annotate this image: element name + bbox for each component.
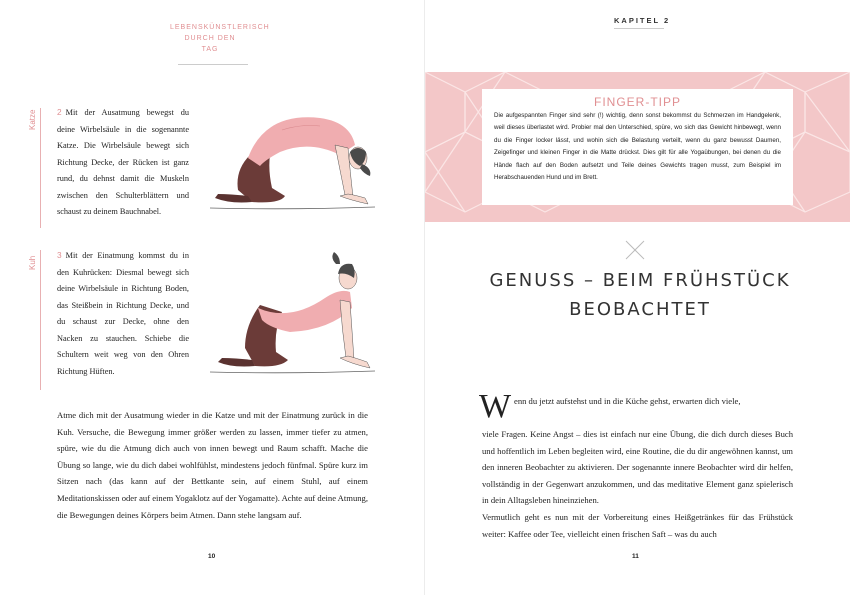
drop-cap: W — [479, 388, 512, 425]
cow-pose-illustration — [190, 250, 390, 390]
side-label-kuh: Kuh — [28, 255, 37, 270]
running-header-left: LEBENSKÜNSTLERISCH DURCH DEN TAG — [170, 24, 270, 53]
right-page — [425, 0, 850, 595]
running-header-right: KAPITEL 2 — [614, 16, 671, 25]
header-divider — [614, 28, 664, 29]
side-rule — [40, 108, 41, 228]
step-number: 3 — [57, 250, 62, 260]
step-number: 2 — [57, 107, 62, 117]
intro-paragraph-1: viele Fragen. Keine Angst – dies ist einfach nur eine Übung, die dich durch dieses Buch und hoffentlich im Leben begleiten wird, eine Routine, die du dir angewöhnen kannst, um den inneren Beobachter zu aktivieren. Der sogenannte innere Beobachter wird dir helfen, vollständig in der Gegenwart anzukommen, und das meditative Element ganz spielerisch in dein Alltagsleben hineinziehen. — [482, 429, 793, 506]
intro-first-line: enn du jetzt aufstehst und in die Küche gehst, erwarten dich viele, — [514, 396, 741, 406]
intro-paragraph-2: Vermutlich geht es nun mit der Vorbereitung eines Heißgetränkes für das Frühstück weiter: Kaffee oder Tee, vielleicht einen frischen Saft – was du auch — [482, 511, 793, 539]
step-2 — [57, 104, 189, 221]
header-divider — [178, 64, 248, 65]
chapter-title: GENUSS – BEIM FRÜHSTÜCK BEOBACHTET — [489, 270, 791, 320]
tip-pattern-background — [425, 72, 850, 222]
body-paragraph: Atme dich mit der Ausatmung wieder in die Katze und mit der Einatmung zurück in die Kuh. Versuche, die Bewegung immer größer werden zu lassen, immer tiefer zu atmen, spüre, wie du die Atmung dich auch von innen bewegt und Raum schafft. Mache die Übung so lange, wie du dich dabei wohlfühlst, mindestens jedoch fünfmal. Spüre kurz im Sitzen nach (das kann auf der Bettkante sein, auf einem Stuhl, auf einem Meditationskissen oder auf einem Yogaklotz auf der Yogamatte). Achte auf deine Atmung, die Bewegungen deines Körpers beim Atmen. Dann stehe langsam auf. — [57, 410, 368, 520]
finger-tip-box — [482, 89, 793, 205]
side-rule — [40, 250, 41, 390]
intro-body — [482, 426, 793, 542]
page-number-left: 10 — [208, 553, 216, 560]
left-body-text — [57, 407, 368, 523]
tip-text: Die aufgespannten Finger sind sehr (!) wichtig, denn sonst bekommst du Schmerzen im Handgelenk, weil dieses überlastet wird. Probier mal den Unterschied, spüre, wo sich das Gewicht hinbewegt, wenn du die Finger locker lässt, und wohin sich die Belastung verteilt, wenn du ganz bewusst Daumen, Zeigefinger und kleinen Finger in die Matte drückst. Dies gilt für alle Yogaübungen, bei denen du die Hände flach auf den Boden aufsetzt und Teile deines Gewichts tragen musst, zum Beispiel im Herabschauenden Hund und im Brett. — [494, 112, 781, 182]
step-text: Mit der Einatmung kommst du in den Kuhrücken: Diesmal bewegt sich deine Wirbelsäule in Richtung Boden, das Steißbein in Richtung Decke, und du schaust zur Decke, ohne den Nacken zu stauchen. Schiebe die Schultern weit weg von den Ohren Richtung Hüften. — [57, 251, 189, 376]
cross-ornament — [624, 239, 646, 261]
step-text: Mit der Ausatmung bewegst du deine Wirbelsäule in die sogenannte Katze. Die Wirbelsäule bewegt sich Richtung Decke, der Rücken ist ganz rund, du dehnst damit die Muskeln zwischen den Schulterblättern und schaust zu deinem Bauchnabel. — [57, 108, 189, 216]
tip-title: FINGER-TIPP — [593, 95, 681, 109]
cat-pose-illustration — [190, 100, 390, 230]
page-number-right: 11 — [632, 553, 639, 560]
side-label-katze: Katze — [28, 109, 37, 130]
step-3 — [57, 247, 189, 380]
